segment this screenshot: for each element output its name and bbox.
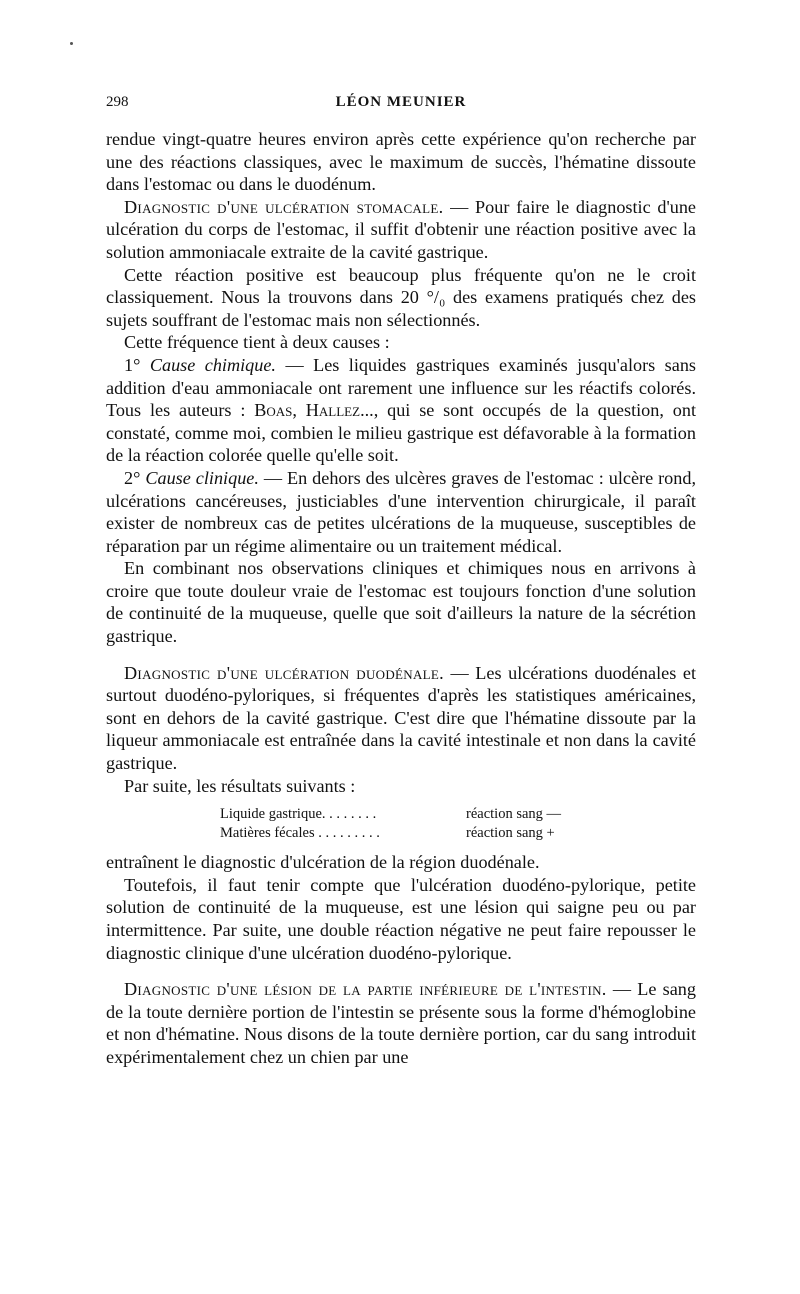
paragraph-chemical-cause (106, 354, 696, 467)
table-cell-result: réaction sang — (466, 806, 562, 823)
paragraph-text: — Pour faire le diagnostic d'une ulcération du corps de l'estomac, il suffit d'obtenir une réaction positive avec la solution ammoniacale extraite de la cavité gastrique. (106, 196, 696, 262)
section-lead-stomach: Diagnostic d'une ulcération stomacale. (124, 196, 444, 217)
paragraph-continued: rendue vingt-quatre heures environ après cette expérience qu'on recherche par une des réactions classiques, avec le maximum de succès, l'hématine dissoute dans l'estomac ou dans le duodénum. (106, 129, 696, 195)
paragraph-text: — Les liquides gastriques examinés jusqu'alors sans addition d'eau ammoniacale ont rarement une influence sur les réactifs colorés. Tous les auteurs : (106, 354, 696, 421)
cause-title-chemical: Cause chimique. (149, 354, 276, 375)
table-row (220, 805, 620, 824)
running-head: LÉON MEUNIER (335, 94, 467, 110)
author-boas: Boas (254, 400, 293, 421)
page-body (106, 128, 696, 1069)
cause-title-clinical: Cause clinique. (145, 467, 259, 488)
page-number: 298 (106, 94, 129, 110)
separator: , (292, 400, 306, 421)
paragraph-text: — Les ulcérations duodénales et surtout duodéno-pyloriques, si fréquentes d'après les statistiques américaines, sont en dehors de la cavité gastrique. C'est dire que l'hématine dissoute par la liqueur ammoniacale est entraînée dans la cavité intestinale et non dans la cavité gastrique. (106, 662, 696, 774)
print-speck (70, 42, 73, 45)
table-cell-sample: Liquide gastrique. . . . . . . . (220, 806, 377, 823)
paragraph-two-causes: Cette fréquence tient à deux causes : (124, 332, 390, 353)
paragraph-text: ..., qui se sont occupés de la question, ont constaté, comme moi, combien le milieu gastrique est défavorable à la formation de la réaction colorée quelle qu'elle soit. (106, 400, 696, 466)
paragraph-frequency: Cette réaction positive est beaucoup plus fréquente qu'on ne le croit classiquement. Nous la trouvons dans 20 °/₀ des examens pratiqués chez des sujets souffrant de l'estomac mais non sélectionnés. (106, 264, 696, 330)
paragraph-text: — En dehors des ulcères graves de l'estomac : ulcère rond, ulcérations cancéreuses, justiciables d'une intervention chirurgicale, il paraît exister de nombreux cas de petites ulcérations de la muqueuse, susceptibles de réparation par un régime alimentaire ou un traitement médical. (106, 467, 696, 556)
paragraph-clinical-cause (106, 467, 696, 557)
paragraph-diagnostic-stomach (106, 196, 696, 264)
cause-number: 1° (124, 354, 141, 375)
paragraph-results-intro: Par suite, les résultats suivants : (124, 775, 356, 796)
paragraph-diagnostic-lower-intestine (106, 978, 696, 1068)
table-cell-sample: Matières fécales . . . . . . . . . (220, 825, 380, 842)
paragraph-caveat: Toutefois, il faut tenir compte que l'ulcération duodéno-pylorique, petite solution de continuité de la muqueuse, est une lésion qui saigne peu ou par intermittence. Par suite, une double réaction négative ne peut faire repousser le diagnostic clinique d'une ulcération duodéno-pylorique. (106, 874, 696, 963)
section-lead-intestine: Diagnostic d'une lésion de la partie inférieure de l'intestin. (124, 979, 607, 1000)
paragraph-result-consequence: entraînent le diagnostic d'ulcération de la région duodénale. (106, 852, 540, 873)
author-hallez: Hallez (305, 400, 361, 421)
paragraph-conclusion: En combinant nos observations cliniques et chimiques nous en arrivons à croire que toute douleur vraie de l'estomac est toujours fonction d'une solution de continuité de la muqueuse, quelle que soit d'ailleurs la nature de la sécrétion gastrique. (106, 558, 696, 647)
table-row (220, 824, 620, 843)
table-cell-result: réaction sang + (466, 825, 555, 842)
paragraph-diagnostic-duodenal (106, 662, 696, 775)
results-table (220, 805, 620, 843)
paragraph-text: — Le sang de la toute dernière portion de l'intestin se présente sous la forme d'hémoglobine et non d'hématine. Nous disons de la toute dernière portion, car du sang introduit expérimentalement chez un chien par une (106, 979, 696, 1067)
section-lead-duodenal: Diagnostic d'une ulcération duodénale. (124, 662, 444, 683)
cause-number: 2° (124, 467, 141, 488)
page-header (106, 94, 696, 116)
